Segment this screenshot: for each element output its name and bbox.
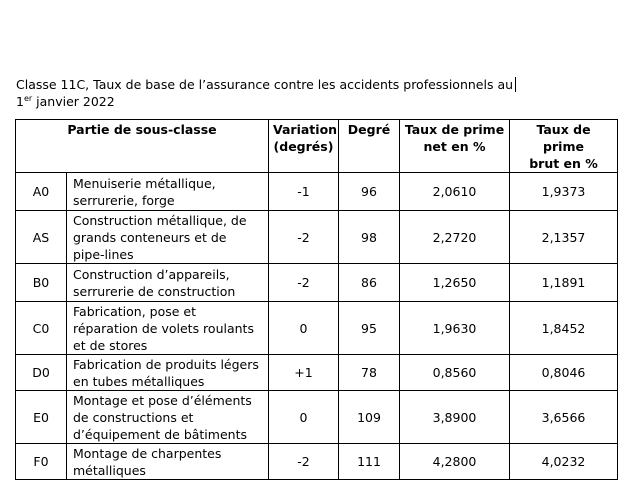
row-description (67, 211, 269, 264)
row-variation: -2 (269, 444, 339, 480)
row-variation: -2 (269, 211, 339, 264)
description-line: réparation de volets roulants (73, 320, 254, 336)
description-line: Montage de charpentes (73, 445, 222, 461)
header-degre: Degré (339, 120, 400, 173)
row-description (67, 264, 269, 302)
table-body (16, 173, 618, 480)
row-description (67, 444, 269, 480)
rates-table (15, 119, 618, 480)
table-caption (16, 76, 516, 110)
row-taux-brut: 2,1357 (510, 211, 618, 264)
description-line: serrurerie de construction (73, 283, 236, 299)
table-row (16, 391, 618, 444)
description-line: d’équipement de bâtiments (73, 426, 247, 442)
row-degre: 109 (339, 391, 400, 444)
row-taux-net: 3,8900 (400, 391, 510, 444)
table-row (16, 211, 618, 264)
row-taux-brut: 1,9373 (510, 173, 618, 211)
text-cursor (515, 77, 516, 92)
row-taux-brut: 1,1891 (510, 264, 618, 302)
table-row (16, 173, 618, 211)
row-code: A0 (16, 173, 67, 211)
row-degre: 78 (339, 355, 400, 391)
row-taux-brut: 1,8452 (510, 302, 618, 355)
row-taux-net: 4,2800 (400, 444, 510, 480)
row-description (67, 355, 269, 391)
header-sous-classe: Partie de sous-classe (16, 120, 269, 173)
header-row (16, 120, 618, 173)
table-row (16, 264, 618, 302)
table-row (16, 355, 618, 391)
row-code: B0 (16, 264, 67, 302)
header-taux-net: Taux de prime net en % (400, 120, 510, 173)
description-line: métalliques (73, 462, 146, 478)
row-taux-net: 2,0610 (400, 173, 510, 211)
description-line: de constructions et (73, 409, 194, 425)
row-degre: 96 (339, 173, 400, 211)
caption-line-1: Classe 11C, Taux de base de l’assurance contre les accidents professionnels au (16, 76, 516, 93)
row-description (67, 302, 269, 355)
description-line: Fabrication, pose et (73, 303, 197, 319)
row-degre: 111 (339, 444, 400, 480)
row-taux-brut: 0,8046 (510, 355, 618, 391)
description-line: Fabrication de produits légers (73, 356, 259, 372)
table-row (16, 444, 618, 480)
row-taux-net: 0,8560 (400, 355, 510, 391)
description-line: et de stores (73, 337, 148, 353)
table-row (16, 302, 618, 355)
description-line: Construction d’appareils, (73, 266, 230, 282)
description-line: pipe-lines (73, 246, 134, 262)
row-code: C0 (16, 302, 67, 355)
row-taux-net: 1,9630 (400, 302, 510, 355)
description-line: Montage et pose d’éléments (73, 392, 252, 408)
description-line: serrurerie, forge (73, 192, 175, 208)
row-variation: -2 (269, 264, 339, 302)
row-degre: 95 (339, 302, 400, 355)
row-degre: 98 (339, 211, 400, 264)
header-taux-brut: Taux de prime brut en % (510, 120, 618, 173)
row-description (67, 391, 269, 444)
header-variation: Variation (degrés) (269, 120, 339, 173)
row-description (67, 173, 269, 211)
row-degre: 86 (339, 264, 400, 302)
row-code: F0 (16, 444, 67, 480)
description-line: Construction métallique, de (73, 212, 247, 228)
row-code: E0 (16, 391, 67, 444)
row-variation: 0 (269, 302, 339, 355)
row-code: D0 (16, 355, 67, 391)
caption-line-2: 1er janvier 2022 (16, 94, 115, 109)
row-code: AS (16, 211, 67, 264)
row-variation: +1 (269, 355, 339, 391)
description-line: en tubes métalliques (73, 373, 205, 389)
description-line: Menuiserie métallique, (73, 175, 216, 191)
row-taux-brut: 4,0232 (510, 444, 618, 480)
row-taux-net: 2,2720 (400, 211, 510, 264)
description-line: grands conteneurs et de (73, 229, 227, 245)
row-taux-net: 1,2650 (400, 264, 510, 302)
row-variation: -1 (269, 173, 339, 211)
row-variation: 0 (269, 391, 339, 444)
row-taux-brut: 3,6566 (510, 391, 618, 444)
